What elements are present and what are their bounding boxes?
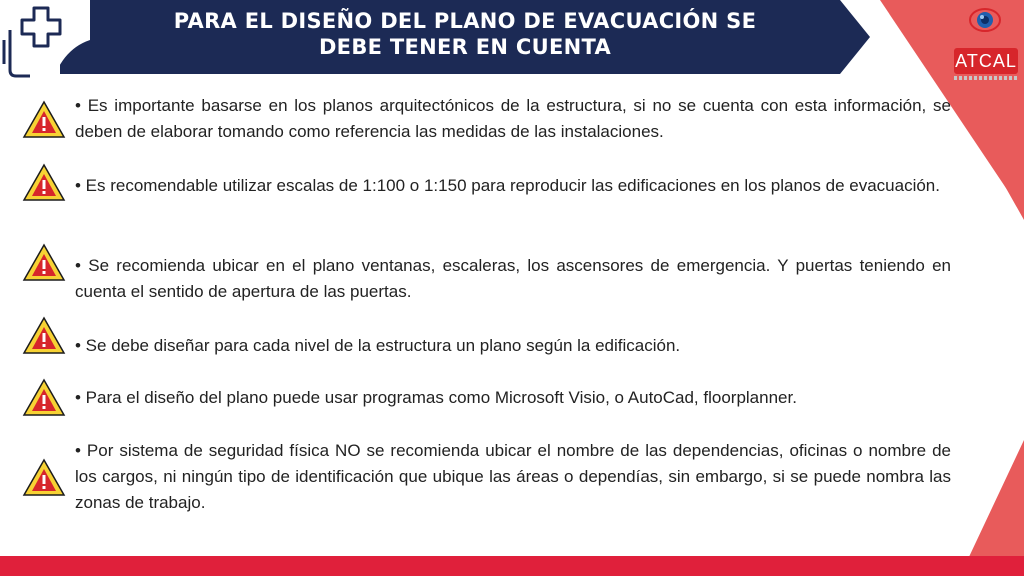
warning-triangle-icon bbox=[22, 100, 66, 140]
warning-triangle-icon bbox=[22, 458, 66, 498]
bullet-item: • Se debe diseñar para cada nivel de la estructura un plano según la edificación. bbox=[75, 336, 681, 355]
atcal-logo bbox=[950, 4, 1022, 84]
warning-triangle-icon bbox=[22, 163, 66, 203]
medical-cross-icon bbox=[0, 0, 90, 90]
title-line-1: PARA EL DISEÑO DEL PLANO DE EVACUACIÓN SE bbox=[173, 9, 757, 33]
eye-globe-icon bbox=[969, 6, 1001, 34]
warning-triangle-icon bbox=[22, 316, 66, 356]
bullet-item: • Por sistema de seguridad física NO se recomienda ubicar el nombre de las dependencias, oficinas o nombre de los cargos, ni ningún tipo de identificación que ubique las áreas o dependías, sin embargo, si se puede nombra las zonas de trabajo. bbox=[75, 441, 951, 512]
footer-bar bbox=[0, 556, 1024, 576]
bullet-item: • Se recomienda ubicar en el plano ventanas, escaleras, los ascensores de emergencia. Y puertas teniendo en cuenta el sentido de apertura de las puertas. bbox=[75, 256, 951, 301]
title-line-2: DEBE TENER EN CUENTA bbox=[318, 35, 612, 59]
warning-triangle-icon bbox=[22, 243, 66, 283]
bullet-item: • Es importante basarse en los planos arquitectónicos de la estructura, si no se cuenta con esta información, se deben de elaborar tomando como referencia las medidas de las instalaciones. bbox=[75, 96, 951, 141]
logo-badge bbox=[954, 48, 1018, 74]
warning-triangle-icon bbox=[22, 378, 66, 418]
bullet-item: • Es recomendable utilizar escalas de 1:100 o 1:150 para reproducir las edificaciones en los planos de evacuación. bbox=[75, 176, 940, 195]
logo-text: ATCAL bbox=[955, 51, 1017, 71]
logo-tagline bbox=[954, 76, 1018, 80]
bullet-item: • Para el diseño del plano puede usar programas como Microsoft Visio, o AutoCad, floorplanner. bbox=[75, 388, 797, 407]
page-title bbox=[100, 8, 830, 60]
